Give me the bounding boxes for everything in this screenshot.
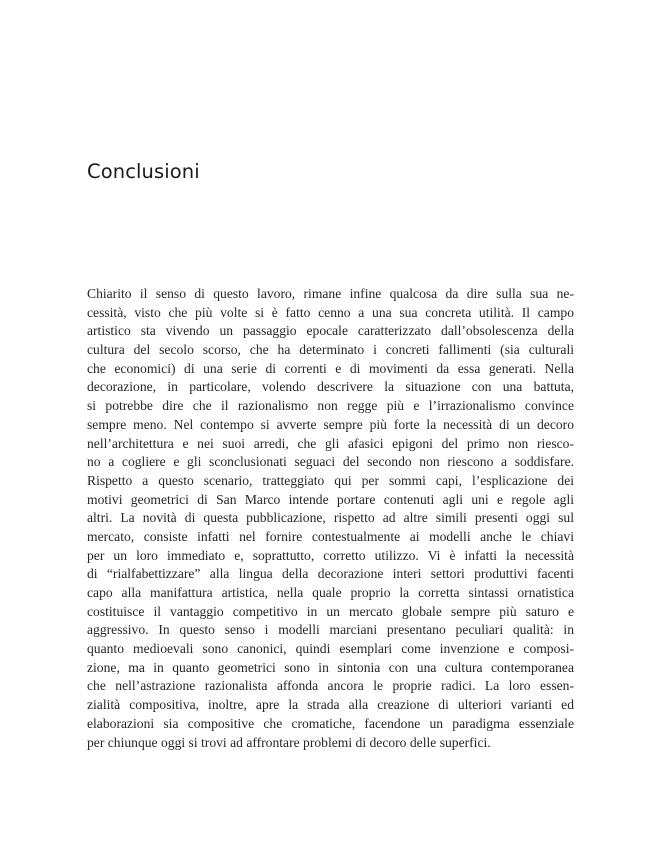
text-line: costituisce il vantaggio competitivo in un mercato globale sempre più saturo e [87, 603, 574, 619]
text-line: decorazione, in particolare, volendo descrivere la situazione con una battuta, [87, 379, 574, 395]
text-line: per un loro immediato e, soprattutto, corretto utilizzo. Vi è infatti la necessità [87, 547, 574, 563]
text-line: che nell’astrazione razionalista affonda ancora le proprie radici. La loro essen- [87, 678, 574, 694]
text-line: motivi geometrici di San Marco intende portare contenuti agli uni e regole agli [87, 491, 574, 507]
text-line: cultura del secolo scorso, che ha determinato i concreti fallimenti (sia culturali [87, 342, 574, 358]
text-line: altri. La novità di questa pubblicazione, rispetto ad altre simili presenti oggi sul [87, 510, 574, 526]
text-line: Rispetto a questo scenario, tratteggiato qui per sommi capi, l’esplicazione dei [87, 472, 574, 488]
body-paragraph [87, 285, 574, 752]
text-line: si potrebbe dire che il razionalismo non regge più e l’irrazionalismo convince [87, 398, 574, 414]
text-line: capo alla manifattura artistica, nella quale proprio la corretta sintassi ornatistica [87, 585, 574, 600]
text-line: aggressivo. In questo senso i modelli marciani presentano peculiari qualità: in [87, 622, 574, 638]
text-line: Chiarito il senso di questo lavoro, rimane infine qualcosa da dire sulla sua ne- [87, 286, 574, 301]
text-line: di “rialfabettizzare” alla lingua della decorazione interi settori produttivi facenti [87, 566, 574, 582]
text-line: artistico sta vivendo un passaggio epocale caratterizzato dall’obsolescenza della [87, 323, 574, 339]
text-line: mercato, consiste infatti nel fornire contestualmente ai modelli anche le chiavi [87, 528, 574, 544]
text-line: nell’architettura e nei suoi arredi, che gli afasici epigoni del primo non riesco- [87, 435, 574, 451]
text-line: no a cogliere e gli sconclusionati seguaci del secondo non riescono a soddisfare. [87, 454, 574, 470]
text-line: zialità compositiva, inoltre, apre la strada alla creazione di ulteriori varianti ed [87, 697, 574, 713]
chapter-title: Conclusioni [87, 160, 200, 183]
text-line: elaborazioni sia compositive che cromatiche, facendone un paradigma essenziale [87, 715, 574, 731]
text-line: per chiunque oggi si trovi ad affrontare problemi di decoro delle superfici. [87, 734, 491, 750]
text-line: quanto medioevali sono canonici, quindi esemplari come invenzione e composi- [87, 641, 574, 657]
text-line: che economici) di una serie di correnti e di movimenti da essa generati. Nella [87, 360, 574, 376]
text-line: sempre meno. Nel contempo si avverte sempre più forte la necessità di un decoro [87, 416, 574, 432]
text-line: zione, ma in quanto geometrici sono in sintonia con una cultura contemporanea [87, 659, 574, 675]
text-line: cessità, visto che più volte si è fatto cenno a una sua concreta utilità. Il campo [87, 304, 574, 320]
